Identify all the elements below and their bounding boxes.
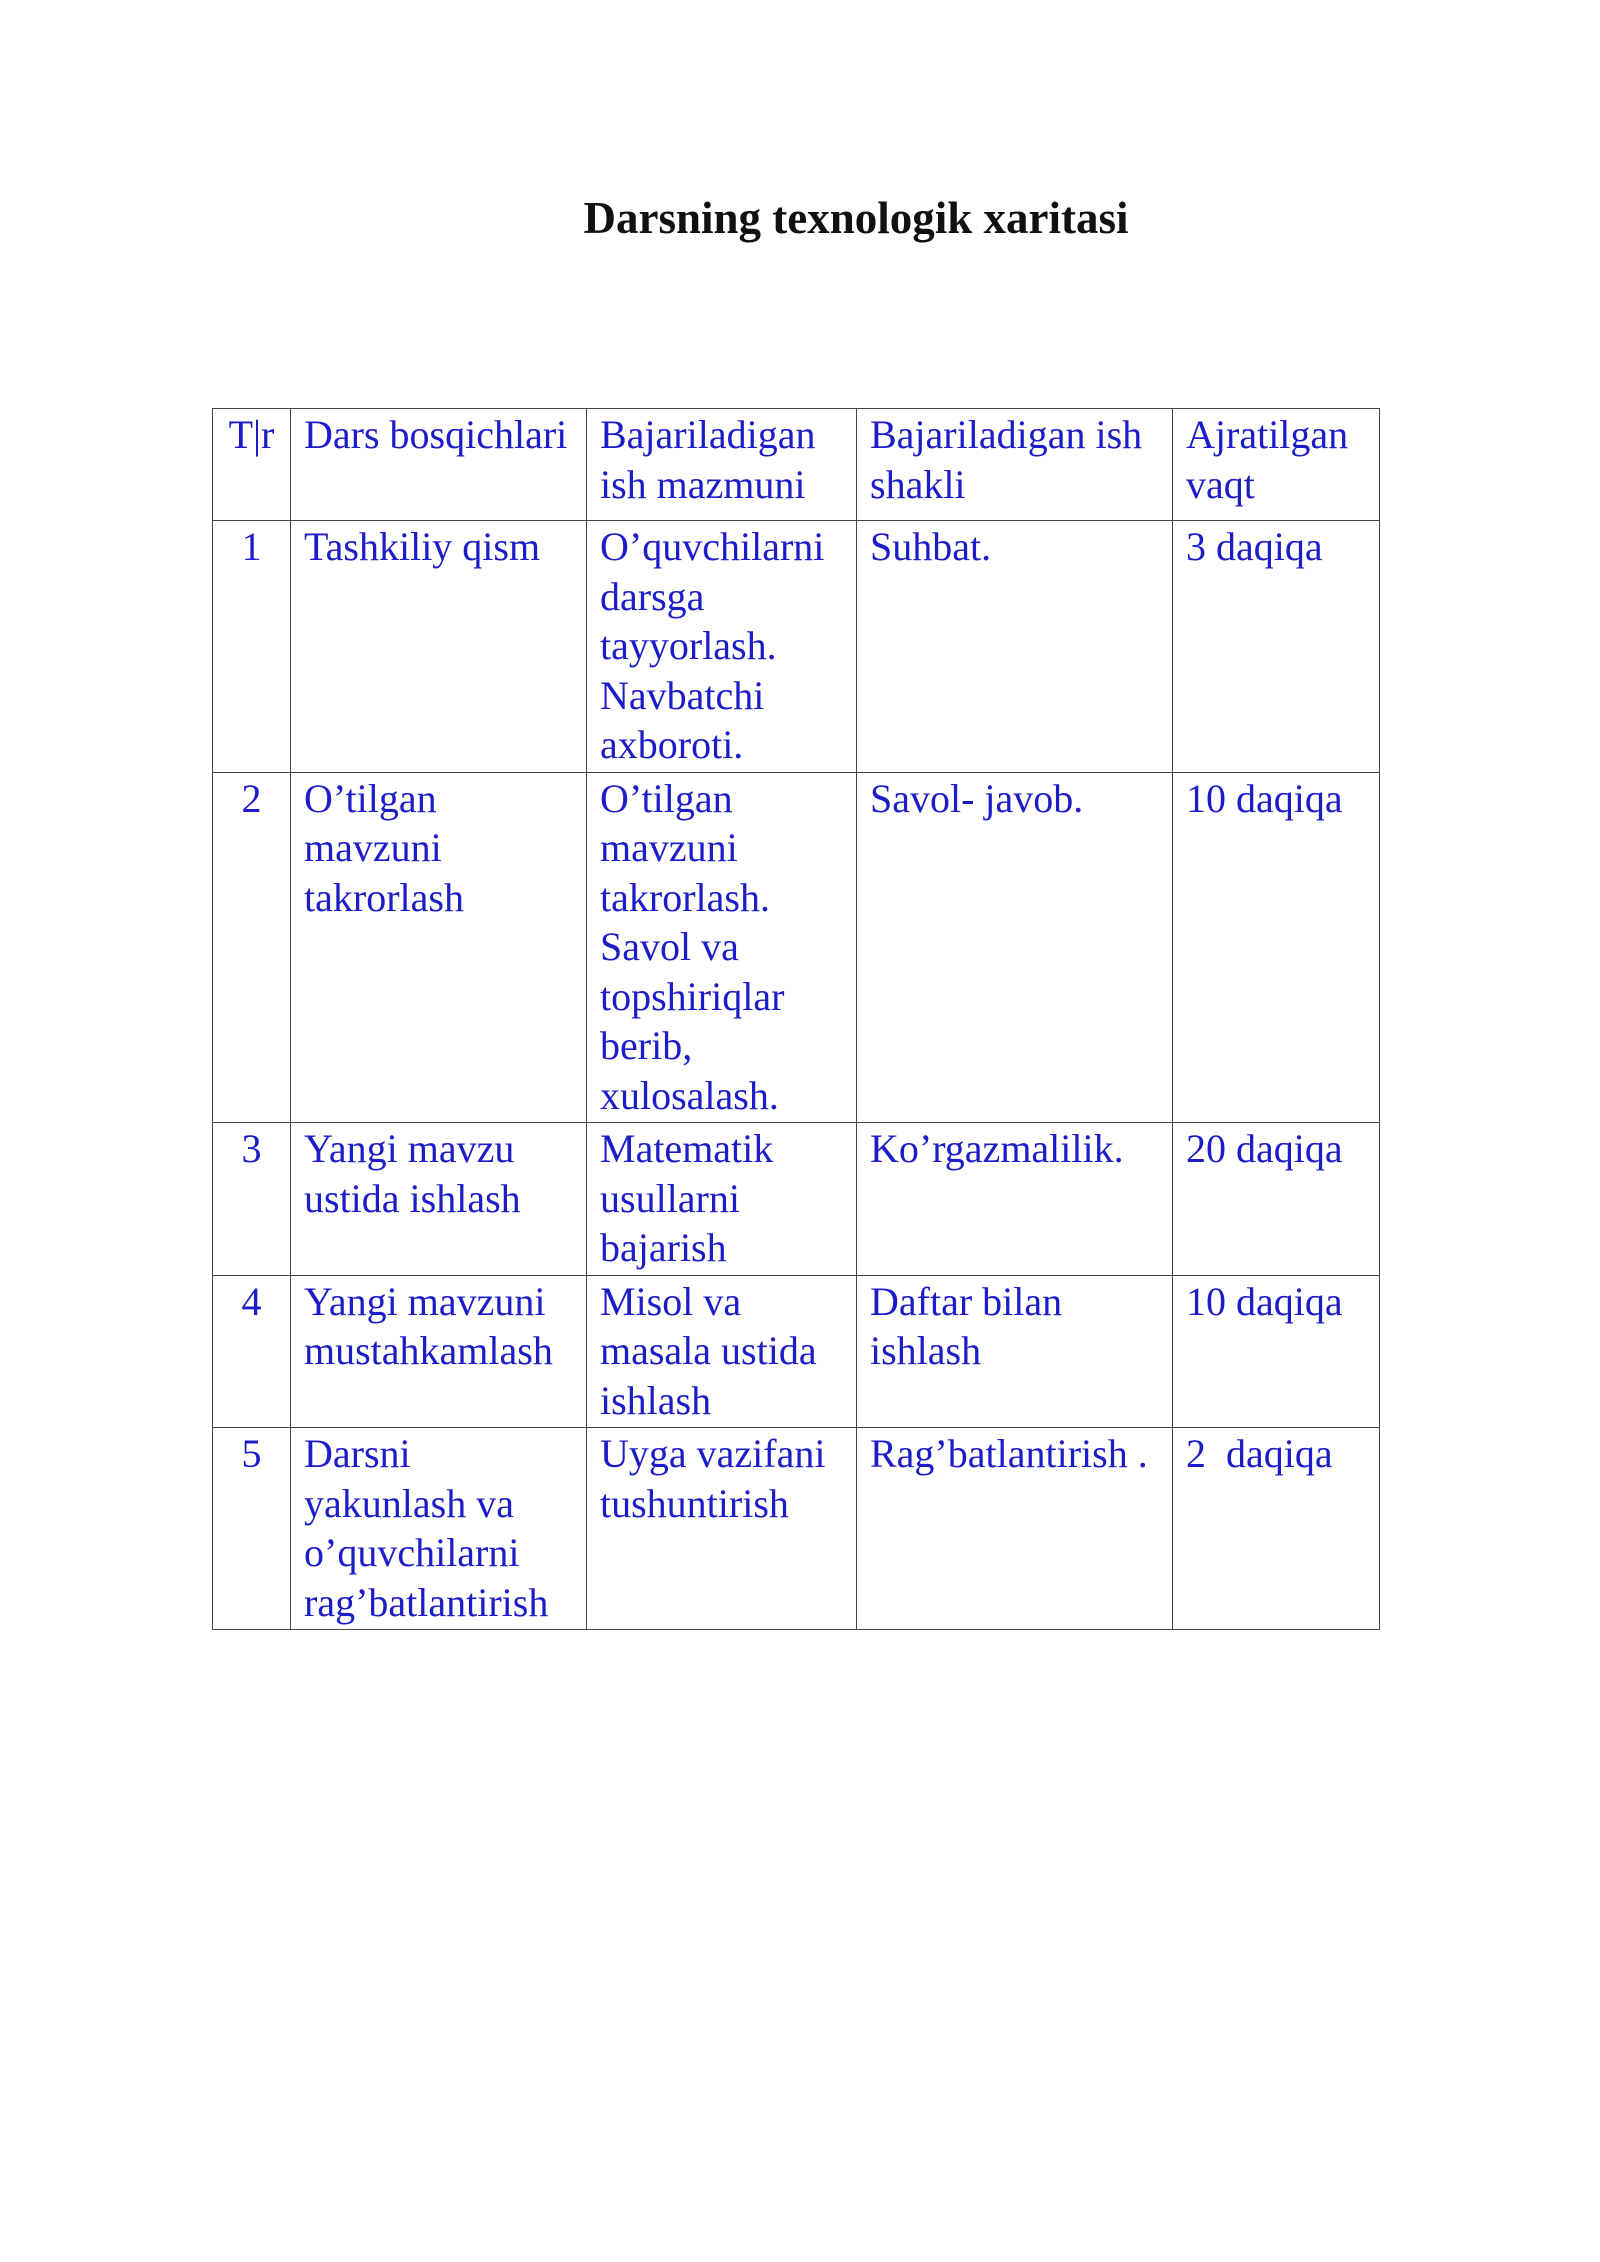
header-content: Bajariladigan ish mazmuni	[587, 409, 857, 521]
table-row	[213, 1123, 1380, 1276]
row-time: 10 daqiqa	[1173, 772, 1380, 1123]
row-number: 1	[213, 521, 291, 773]
table-header-row	[213, 409, 1380, 521]
row-time: 3 daqiqa	[1173, 521, 1380, 773]
row-form: Daftar bilan ishlash	[857, 1275, 1173, 1428]
row-form: Ko’rgazmalilik.	[857, 1123, 1173, 1276]
row-form: Savol- javob.	[857, 772, 1173, 1123]
table-row	[213, 1428, 1380, 1630]
row-stage: O’tilgan mavzuni takrorlash	[291, 772, 587, 1123]
row-content: O’quvchilarni darsga tayyorlash. Navbatchi axboroti.	[587, 521, 857, 773]
row-time: 2 daqiqa	[1173, 1428, 1380, 1630]
row-number: 5	[213, 1428, 291, 1630]
row-content: Matematik usullarni bajarish	[587, 1123, 857, 1276]
row-content: O’tilgan mavzuni takrorlash. Savol va topshiriqlar berib, xulosalash.	[587, 772, 857, 1123]
row-form: Suhbat.	[857, 521, 1173, 773]
header-time: Ajratilgan vaqt	[1173, 409, 1380, 521]
table-row	[213, 521, 1380, 773]
row-content: Misol va masala ustida ishlash	[587, 1275, 857, 1428]
document-title: Darsning texnologik xaritasi	[583, 193, 1129, 243]
row-stage: Yangi mavzu ustida ishlash	[291, 1123, 587, 1276]
row-stage: Tashkiliy qism	[291, 521, 587, 773]
row-form: Rag’batlantirish .	[857, 1428, 1173, 1630]
row-time: 20 daqiqa	[1173, 1123, 1380, 1276]
table-row	[213, 1275, 1380, 1428]
row-number: 4	[213, 1275, 291, 1428]
row-content: Uyga vazifani tushuntirish	[587, 1428, 857, 1630]
header-number: T|r	[213, 409, 291, 521]
row-number: 2	[213, 772, 291, 1123]
header-form: Bajariladigan ish shakli	[857, 409, 1173, 521]
row-number: 3	[213, 1123, 291, 1276]
row-stage: Darsni yakunlash va o’quvchilarni rag’batlantirish	[291, 1428, 587, 1630]
technological-map-table	[212, 408, 1380, 1630]
table-row	[213, 772, 1380, 1123]
row-time: 10 daqiqa	[1173, 1275, 1380, 1428]
header-stages: Dars bosqichlari	[291, 409, 587, 521]
row-stage: Yangi mavzuni mustahkamlash	[291, 1275, 587, 1428]
